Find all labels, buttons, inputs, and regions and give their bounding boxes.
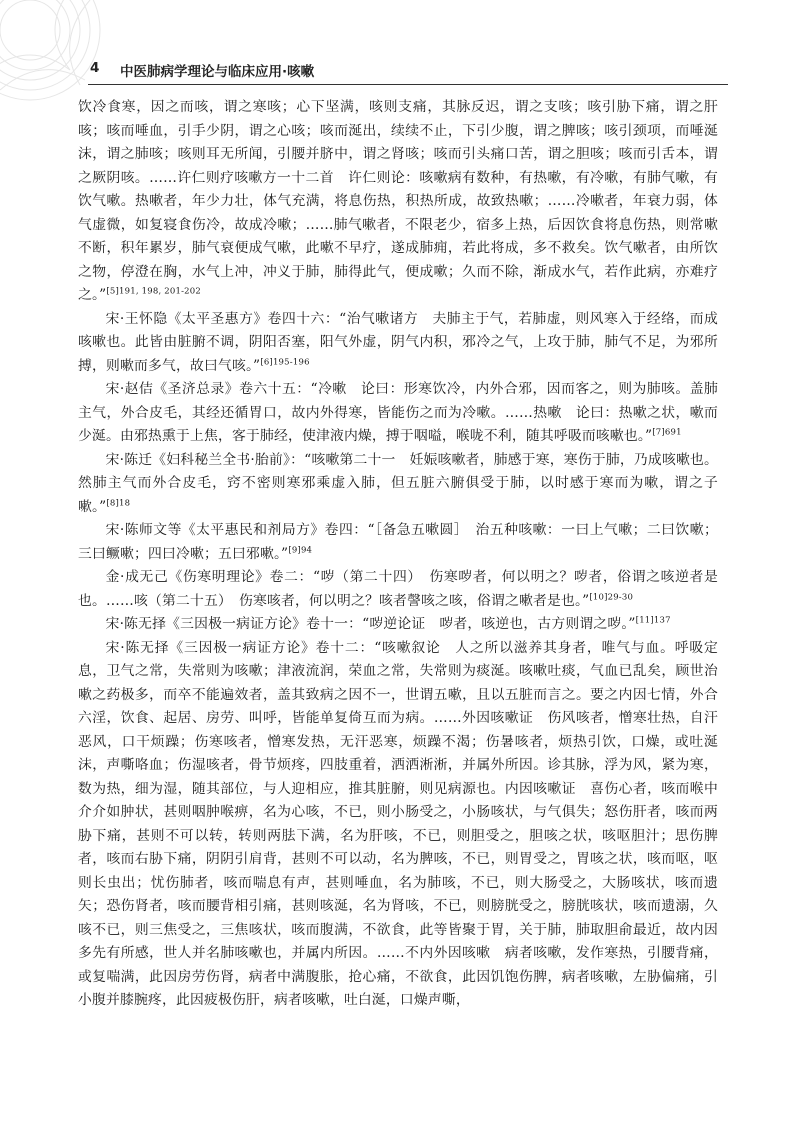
paragraph: 宋·陈无择《三因极一病证方论》卷十一：“哕逆论证 哕者，咳逆也，古方则谓之哕。”$^{[11]137}$ — [105, 615, 671, 632]
paragraph: 饮冷食寒，因之而咳，谓之寒咳；心下坚满，咳则支痛，其脉反迟，谓之支咳；咳引胁下痛，谓之肝咳；咳而唾血，引手少阴，谓之心咳；咳而涎出，续续不止，下引少腹，谓之脾咳；咳引颈项，而唾涎沫，谓之肺咳；咳则耳无所闻，引腰并脐中，谓之肾咳；咳而引头痛口苦，谓之胆咳；咳而引舌本，谓之厥阴咳。……许仁则疗咳嗽方一十二首 许仁则论：咳嗽病有数种，有热嗽，有冷嗽，有肺气嗽，有饮气嗽。热嗽者，年少力壮，体气充满，将息伤热，积热所成，故致热嗽；……冷嗽者，年衰力弱，体气虚微，如复寝食伤冷，故成冷嗽；……肺气嗽者，不限老少，宿多上热，后因饮食将息伤热，则常嗽不断，积年累岁，肺气衰便成气嗽，此嗽不早疗，遂成肺痈，若此将成，多不救矣。饮气嗽者，由所饮之物，停澄在胸，水气上冲，冲义于肺，肺得此气，便成嗽；久而不除，渐成水气，若作此病，亦难疗之。”$^{[5]191, 198, 201-202}$ — [78, 99, 718, 303]
citation-ref: [9]94 — [288, 544, 313, 555]
page-number: 4 — [90, 60, 100, 76]
page-header — [88, 58, 758, 82]
citation-ref: [7]691 — [652, 427, 682, 438]
citation-ref: [10]29-30 — [589, 591, 634, 602]
citation-ref: [6]195-196 — [260, 356, 310, 367]
paragraph: 宋·赵佶《圣济总录》卷六十五：“冷嗽 论曰：形寒饮冷，内外合邪，因而客之，则为肺咳。盖肺主气，外合皮毛，其经还循胃口，故内外得寒，皆能伤之而为冷嗽。……热嗽 论曰：热嗽之状，嗽而少涎。由邪热熏于上焦，客于肺经，使津液内燥，搏于咽嗌，喉咙不利，随其呼吸而咳嗽也。”$^{[7]691}$ — [78, 381, 718, 444]
running-title: 中医肺病学理论与临床应用·咳嗽 — [120, 64, 315, 80]
paragraph: 宋·王怀隐《太平圣惠方》卷四十六：“治气嗽诸方 夫肺主于气，若肺虚，则风寒入于经络，而成咳嗽也。此皆由脏腑不调，阴阳否塞，阳气外虚，阴气内积，邪冷之气，上攻于肺，肺气不足，为邪所搏，则嗽而多气，故曰气咳。”$^{[6]195-196}$ — [78, 310, 718, 374]
body-text — [78, 96, 718, 1013]
paragraph: 宋·陈迁《妇科秘兰全书·胎前》：“咳嗽第二十一 妊娠咳嗽者，肺感于寒，寒伤于肺，乃成咳嗽也。然肺主气而外合皮毛，窍不密则寒邪乘虚入肺，但五脏六腑俱受于肺，以时感于寒而为嗽，谓之子嗽。”$^{[8]18}$ — [78, 451, 718, 515]
paragraph: 金·成无己《伤寒明理论》卷二：“哕（第二十四） 伤寒哕者，何以明之？哕者，俗谓之咳逆者是也。……咳（第二十五） 伤寒咳者，何以明之？咳者謦咳之咳，俗谓之嗽者是也。”$^{[10]29-30}$ — [78, 569, 718, 609]
citation-ref: [5]191, 198, 201-202 — [106, 286, 201, 297]
citation-ref: [11]137 — [635, 615, 671, 626]
citation-ref: [8]18 — [106, 497, 131, 508]
paragraph: 宋·陈无择《三因极一病证方论》卷十二：“咳嗽叙论 人之所以滋养其身者，唯气与血。呼吸定息，卫气之常，失常则为咳嗽；津液流润，荣血之常，失常则为痰涎。咳嗽吐痰，气血已乱矣，顾世治嗽之药极多，而卒不能遍效者，盖其致病之因不一，世谓五嗽，且以五脏而言之。要之内因七情，外合六淫，饮食、起居、房劳、叫呼，皆能单复倚互而为病。……外因咳嗽证 伤风咳者，憎寒壮热，自汗恶风，口干烦躁；伤寒咳者，憎寒发热，无汗恶寒，烦躁不渴；伤暑咳者，烦热引饮，口燥，或吐涎沫，声嘶咯血；伤湿咳者，骨节烦疼，四肢重着，洒洒淅淅，并属外所因。诊其脉，浮为风，紧为寒，数为热，细为湿，随其部位，与人迎相应，推其脏腑，则见病源也。内因咳嗽证 喜伤心者，咳而喉中介介如肿状，甚则咽肿喉痹，名为心咳，不已，则小肠受之，小肠咳状，与气俱失；怒伤肝者，咳而两胁下痛，甚则不可以转，转则两胠下满，名为肝咳，不已，则胆受之，胆咳之状，咳呕胆汁；思伤脾者，咳而右胁下痛，阴阴引肩背，甚则不可以动，名为脾咳，不已，则胃受之，胃咳之状，咳而呕，呕则长虫出；忧伤肺者，咳而喘息有声，甚则唾血，名为肺咳，不已，则大肠受之，大肠咳状，咳而遗矢；恐伤肾者，咳而腰背相引痛，甚则咳涎，名为肾咳，不已，则膀胱受之，膀胱咳状，咳而遗溺，久咳不已，则三焦受之，三焦咳状，咳而腹满，不欲食，此等皆聚于胃，关于肺，肺取胆俞最近，故内因多先有所感，世人并名肺咳嗽也，并属内所因。……不内外因咳嗽 病者咳嗽，发作寒热，引腰背痛，或复喘满，此因房劳伤肾，病者中满腹胀，抢心痛，不欲食，此因饥饱伤脾，病者咳嗽，左胁偏痛，引小腹并膝腕疼，此因疲极伤肝，病者咳嗽，吐白涎，口燥声嘶， — [78, 639, 718, 1008]
header-rule — [88, 84, 728, 85]
paragraph: 宋·陈师文等《太平惠民和剂局方》卷四：“［备急五嗽圆］ 治五种咳嗽：一曰上气嗽；二曰饮嗽；三曰鳜嗽；四曰冷嗽；五曰邪嗽。”$^{[9]94}$ — [78, 522, 718, 562]
